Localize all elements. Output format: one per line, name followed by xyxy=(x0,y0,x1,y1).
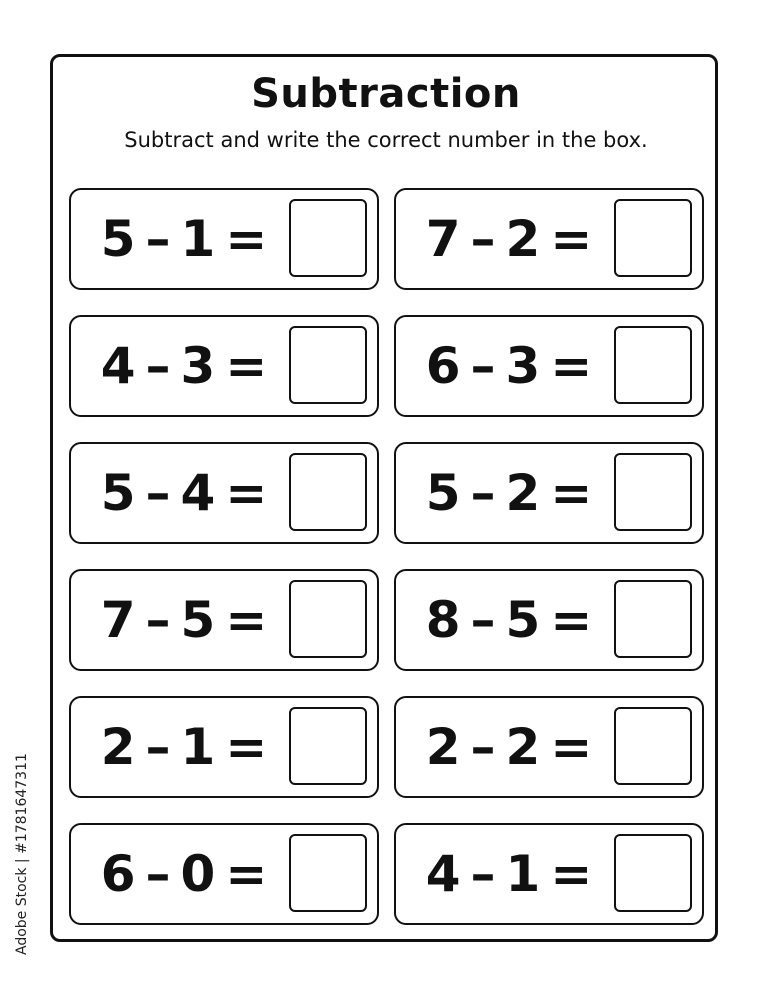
minus-sign: – xyxy=(145,464,171,522)
equals-sign: = xyxy=(550,464,593,522)
minus-sign: – xyxy=(470,591,496,649)
minuend: 6 xyxy=(425,337,461,395)
problem-card xyxy=(394,696,704,798)
equation xyxy=(420,698,608,796)
answer-box[interactable] xyxy=(289,326,367,404)
subtrahend: 3 xyxy=(180,337,216,395)
minus-sign: – xyxy=(145,845,171,903)
equals-sign: = xyxy=(225,464,268,522)
equals-sign: = xyxy=(550,210,593,268)
answer-box[interactable] xyxy=(614,453,692,531)
worksheet-instructions: Subtract and write the correct number in the box. xyxy=(124,128,648,152)
minus-sign: – xyxy=(470,845,496,903)
equals-sign: = xyxy=(550,337,593,395)
equals-sign: = xyxy=(225,845,268,903)
answer-box[interactable] xyxy=(289,834,367,912)
minuend: 5 xyxy=(100,210,136,268)
problem-card xyxy=(394,442,704,544)
equals-sign: = xyxy=(225,718,268,776)
minuend: 8 xyxy=(425,591,461,649)
answer-box[interactable] xyxy=(289,580,367,658)
problem-grid xyxy=(69,188,703,925)
answer-box[interactable] xyxy=(289,453,367,531)
worksheet-title: Subtraction xyxy=(251,71,521,117)
equals-sign: = xyxy=(550,845,593,903)
subtrahend: 1 xyxy=(180,718,216,776)
answer-box[interactable] xyxy=(614,199,692,277)
minuend: 7 xyxy=(100,591,136,649)
problem-card xyxy=(394,823,704,925)
subtrahend: 5 xyxy=(180,591,216,649)
minus-sign: – xyxy=(145,591,171,649)
problem-card xyxy=(69,188,379,290)
minus-sign: – xyxy=(470,337,496,395)
minuend: 5 xyxy=(100,464,136,522)
equation xyxy=(420,190,608,288)
equals-sign: = xyxy=(225,337,268,395)
problem-card xyxy=(69,696,379,798)
equation xyxy=(95,571,283,669)
minuend: 2 xyxy=(425,718,461,776)
subtrahend: 2 xyxy=(505,718,541,776)
minuend: 6 xyxy=(100,845,136,903)
minus-sign: – xyxy=(470,718,496,776)
equals-sign: = xyxy=(550,591,593,649)
equation xyxy=(95,444,283,542)
problem-card xyxy=(394,315,704,417)
answer-box[interactable] xyxy=(614,834,692,912)
equation xyxy=(95,698,283,796)
subtrahend: 5 xyxy=(505,591,541,649)
problem-card xyxy=(394,569,704,671)
problem-card xyxy=(69,315,379,417)
stock-id-text: Adobe Stock | #1781647311 xyxy=(14,753,30,955)
equation xyxy=(420,825,608,923)
equation xyxy=(420,444,608,542)
subtrahend: 1 xyxy=(180,210,216,268)
subtrahend: 2 xyxy=(505,210,541,268)
problem-card xyxy=(394,188,704,290)
minus-sign: – xyxy=(470,464,496,522)
equals-sign: = xyxy=(550,718,593,776)
answer-box[interactable] xyxy=(614,707,692,785)
problem-card xyxy=(69,442,379,544)
subtrahend: 1 xyxy=(505,845,541,903)
minuend: 4 xyxy=(100,337,136,395)
minuend: 4 xyxy=(425,845,461,903)
minuend: 7 xyxy=(425,210,461,268)
equals-sign: = xyxy=(225,591,268,649)
minuend: 5 xyxy=(425,464,461,522)
problem-card xyxy=(69,823,379,925)
answer-box[interactable] xyxy=(289,199,367,277)
problem-card xyxy=(69,569,379,671)
answer-box[interactable] xyxy=(614,580,692,658)
equation xyxy=(95,317,283,415)
answer-box[interactable] xyxy=(614,326,692,404)
equation xyxy=(95,825,283,923)
equation xyxy=(420,317,608,415)
subtrahend: 2 xyxy=(505,464,541,522)
minus-sign: – xyxy=(145,337,171,395)
subtrahend: 4 xyxy=(180,464,216,522)
equation xyxy=(95,190,283,288)
minus-sign: – xyxy=(145,210,171,268)
equation xyxy=(420,571,608,669)
minus-sign: – xyxy=(145,718,171,776)
minuend: 2 xyxy=(100,718,136,776)
subtrahend: 0 xyxy=(180,845,216,903)
equals-sign: = xyxy=(225,210,268,268)
minus-sign: – xyxy=(470,210,496,268)
answer-box[interactable] xyxy=(289,707,367,785)
subtrahend: 3 xyxy=(505,337,541,395)
